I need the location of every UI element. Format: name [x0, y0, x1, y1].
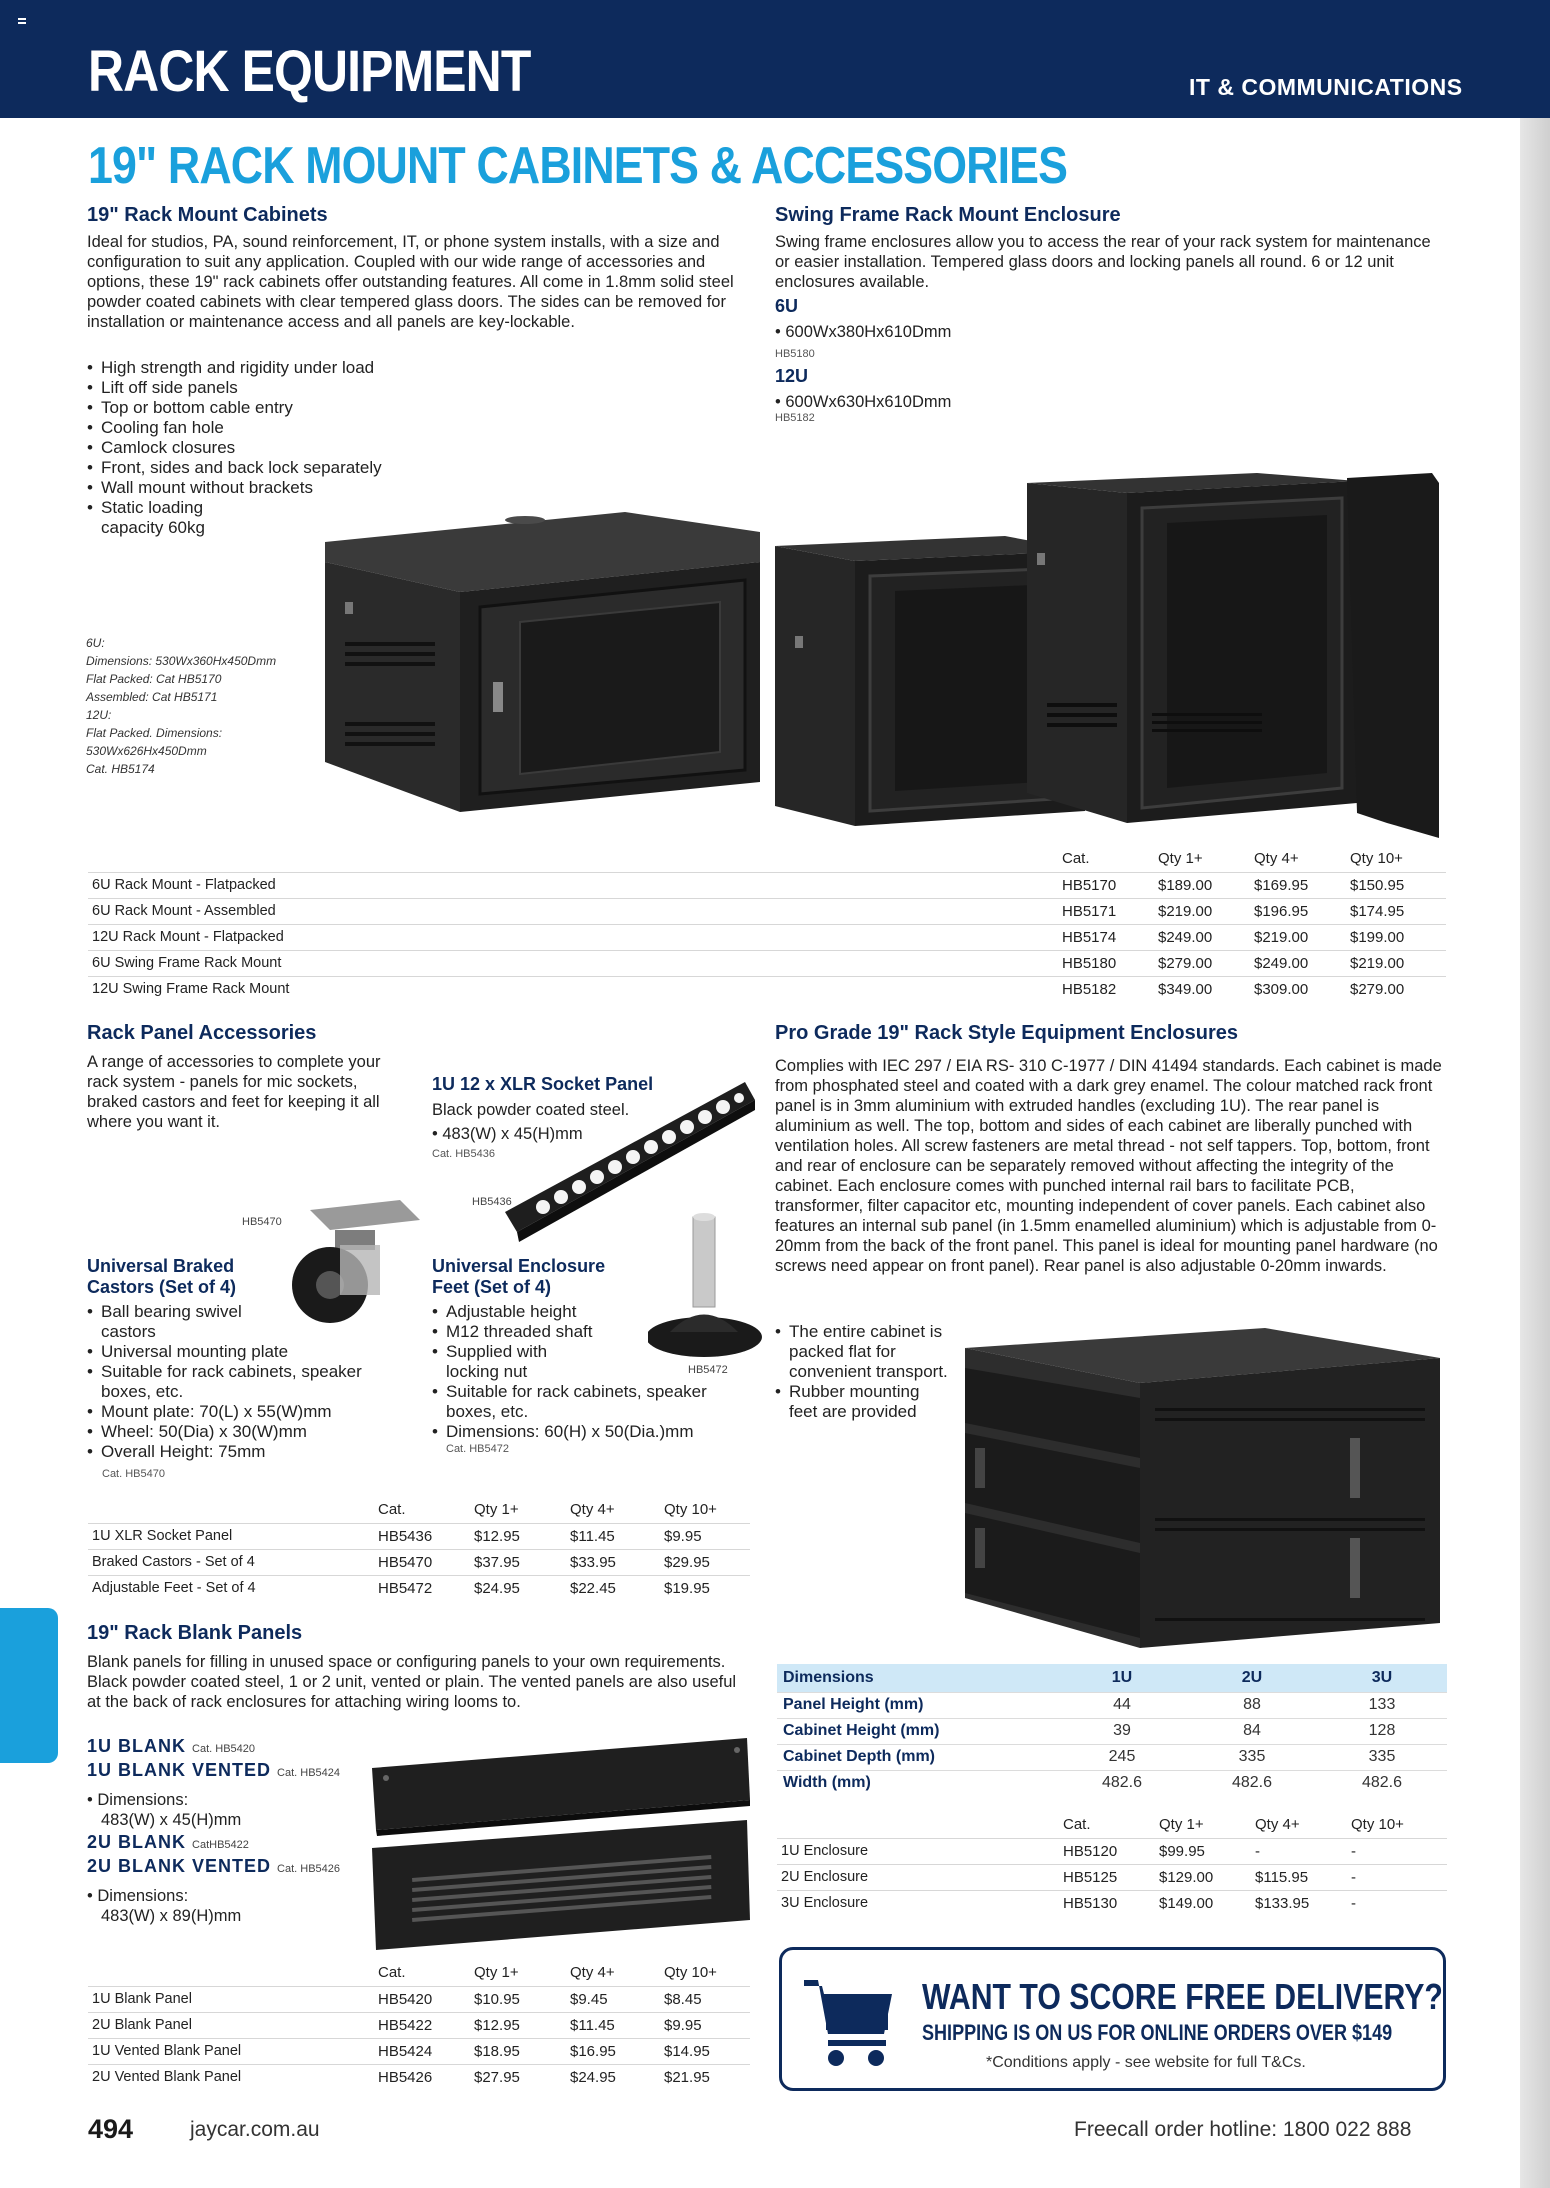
note-line: Flat Packed. Dimensions: [86, 726, 223, 740]
pro-enclosure-image [965, 1328, 1440, 1648]
product-name: 2U Enclosure [777, 1864, 1059, 1890]
price-qty4: $115.95 [1251, 1864, 1347, 1890]
table-row [777, 1838, 1447, 1864]
accessories-price-table [88, 1497, 750, 1601]
table-row [88, 950, 1446, 976]
product-cat: HB5180 [1058, 950, 1154, 976]
variant-1u-blank [87, 1736, 255, 1757]
col-header-cat: Cat. [378, 1964, 406, 1982]
price-qty1: $12.95 [470, 2012, 566, 2038]
price-qty1: $129.00 [1155, 1864, 1251, 1890]
page-heading: 19" RACK MOUNT CABINETS & ACCESSORIES [88, 137, 1068, 195]
table-row [88, 2064, 750, 2090]
product-cat: HB5470 [374, 1549, 470, 1575]
price-qty1: $219.00 [1154, 898, 1250, 924]
feature-item: • Wheel: 50(Dia) x 30(W)mm [87, 1422, 407, 1442]
pro-enclosures-title: Pro Grade 19" Rack Style Equipment Enclosures [775, 1022, 1238, 1044]
feature-item: • Lift off side panels [87, 378, 467, 398]
price-qty1: $10.95 [470, 1986, 566, 2012]
dimension-name: Cabinet Depth (mm) [777, 1744, 1057, 1770]
price-qty1: $249.00 [1154, 924, 1250, 950]
feature-item: • Rubber mounting feet are provided [775, 1382, 950, 1422]
feature-item: • Camlock closures [87, 438, 467, 458]
col-header-cat: Cat. [378, 1501, 406, 1519]
menu-icon[interactable] [18, 18, 26, 24]
feature-item: • Suitable for rack cabinets, speaker boxes, etc. [432, 1382, 714, 1422]
col-header-qty10: Qty 10+ [664, 1964, 717, 1982]
swing-12u-dim-value: 600Wx630Hx610Dmm [785, 393, 952, 411]
dims-2u-value: 483(W) x 89(H)mm [101, 1907, 242, 1925]
price-qty1: $18.95 [470, 2038, 566, 2064]
product-cat: HB5436 [374, 1523, 470, 1549]
price-qty1: $27.95 [470, 2064, 566, 2090]
col-header-qty4: Qty 4+ [570, 1964, 615, 1982]
dimension-name: Cabinet Height (mm) [777, 1718, 1057, 1744]
page-number: 494 [88, 2114, 134, 2144]
product-cat: HB5120 [1059, 1838, 1155, 1864]
variant-cat: Cat. HB5420 [192, 1743, 256, 1755]
price-qty4: $196.95 [1250, 898, 1346, 924]
table-row [777, 1718, 1447, 1744]
product-cat: HB5420 [374, 1986, 470, 2012]
table-row [777, 1744, 1447, 1770]
dimension-2u: 335 [1187, 1744, 1317, 1770]
castor-image-label: HB5470 [242, 1216, 282, 1228]
col-header-name [88, 846, 1058, 872]
price-qty4: $133.95 [1251, 1890, 1347, 1916]
price-qty4: $11.45 [566, 1523, 660, 1549]
feature-item: • Static loading capacity 60kg [87, 498, 227, 538]
product-name: 1U Enclosure [777, 1838, 1059, 1864]
feature-item: • Top or bottom cable entry [87, 398, 467, 418]
price-qty4: $22.45 [566, 1575, 660, 1601]
col-header-2u: 2U [1187, 1664, 1317, 1692]
feature-item: • Ball bearing swivel castors [87, 1302, 277, 1342]
section-tab [0, 1608, 58, 1763]
product-name: Braked Castors - Set of 4 [88, 1549, 374, 1575]
feature-item: • Universal mounting plate [87, 1342, 407, 1362]
price-qty10: $19.95 [660, 1575, 750, 1601]
table-row [777, 1890, 1447, 1916]
feature-item: • High strength and rigidity under load [87, 358, 467, 378]
feet-title-2: Feet (Set of 4) [432, 1277, 552, 1297]
table-row [88, 2012, 750, 2038]
price-qty10: $174.95 [1346, 898, 1446, 924]
variant-cat: Cat. HB5424 [277, 1767, 341, 1779]
section-title: RACK EQUIPMENT [88, 39, 531, 104]
table-row [88, 1549, 750, 1575]
pro-features [775, 1322, 950, 1422]
note-line: 6U: [86, 636, 105, 650]
dims-label: Dimensions: [97, 1887, 189, 1905]
price-qty1: $37.95 [470, 1549, 566, 1575]
dimension-name: Width (mm) [777, 1770, 1057, 1796]
xlr-cat: Cat. HB5436 [432, 1148, 495, 1160]
dimension-1u: 245 [1057, 1744, 1187, 1770]
variant-name: 1U BLANK [87, 1736, 187, 1756]
table-row [88, 2038, 750, 2064]
price-qty4: $33.95 [566, 1549, 660, 1575]
panel-accessories-description: A range of accessories to complete your rack system - panels for mic sockets, braked castors and feet for keeping it all where you want it. [87, 1053, 381, 1131]
feature-item: • Front, sides and back lock separately [87, 458, 467, 478]
price-qty10: $14.95 [660, 2038, 750, 2064]
feature-item: • Adjustable height [432, 1302, 714, 1322]
price-qty10: - [1347, 1890, 1447, 1916]
price-qty1: $349.00 [1154, 976, 1250, 1002]
blank-panels-description: Blank panels for filling in unused space or configuring panels to your own requirements. Black powder coated steel, 1 or 2 unit, vented or plain. The vented panels are also useful at the back of rack enclosures for attaching wiring looms to. [87, 1653, 737, 1711]
col-header-dimensions: Dimensions [777, 1664, 1057, 1692]
wall-cabinet-image [325, 512, 760, 812]
col-header-cat: Cat. [1062, 850, 1090, 868]
col-header-qty10: Qty 10+ [1351, 1816, 1404, 1834]
castors-title-1: Universal Braked [87, 1256, 235, 1276]
feature-item: • Suitable for rack cabinets, speaker boxes, etc. [87, 1362, 407, 1402]
table-row [88, 872, 1446, 898]
price-qty1: $189.00 [1154, 872, 1250, 898]
feet-title-1: Universal Enclosure [432, 1256, 606, 1276]
note-line: 530Wx626Hx450Dmm [86, 744, 207, 758]
col-header-1u: 1U [1057, 1664, 1187, 1692]
table-row [88, 1575, 750, 1601]
product-cat: HB5170 [1058, 872, 1154, 898]
swing-title: Swing Frame Rack Mount Enclosure [775, 204, 1121, 226]
price-qty4: $9.45 [566, 1986, 660, 2012]
product-cat: HB5171 [1058, 898, 1154, 924]
castors-features [87, 1302, 407, 1462]
blank-panel-image [372, 1738, 752, 1958]
table-row [88, 924, 1446, 950]
xlr-description: Black powder coated steel. [432, 1101, 630, 1119]
xlr-image-label: HB5436 [472, 1196, 512, 1208]
col-header-qty10: Qty 10+ [1350, 850, 1403, 868]
dimension-3u: 482.6 [1317, 1770, 1447, 1796]
product-name: 6U Rack Mount - Assembled [88, 898, 1058, 924]
cabinets-price-table [88, 846, 1446, 1002]
castors-title-2: Castors (Set of 4) [87, 1277, 237, 1297]
variant-cat: CatHB5422 [192, 1839, 249, 1851]
castors-cat: Cat. HB5470 [102, 1468, 165, 1480]
xlr-dims: • 483(W) x 45(H)mm [432, 1125, 583, 1143]
product-name: 6U Swing Frame Rack Mount [88, 950, 1058, 976]
price-qty10: $8.45 [660, 1986, 750, 2012]
free-delivery-banner[interactable] [779, 1947, 1446, 2091]
product-cat: HB5426 [374, 2064, 470, 2090]
product-cat: HB5424 [374, 2038, 470, 2064]
price-qty4: $24.95 [566, 2064, 660, 2090]
swing-12u-dims: • 600Wx630Hx610Dmm [775, 393, 952, 411]
dims-label: Dimensions: [97, 1791, 189, 1809]
col-header-qty4: Qty 4+ [1254, 850, 1299, 868]
price-qty10: $21.95 [660, 2064, 750, 2090]
dimension-1u: 482.6 [1057, 1770, 1187, 1796]
variant-name: 2U BLANK VENTED [87, 1856, 272, 1876]
feature-item: • Cooling fan hole [87, 418, 467, 438]
price-qty10: $219.00 [1346, 950, 1446, 976]
price-qty10: $199.00 [1346, 924, 1446, 950]
table-row [777, 1770, 1447, 1796]
page-header [0, 0, 1550, 118]
swing-6u-label: 6U [775, 296, 799, 316]
variant-1u-vented [87, 1760, 340, 1781]
cabinets-description: Ideal for studios, PA, sound reinforcement, IT, or phone system installs, with a size and configuration to suit any application. Coupled with our wide range of accessories and options, these 19" rack cabinets offer outstanding features. All come in 1.8mm solid steel powder coated cabinets with clear tempered glass doors. The sides can be removed for installation or maintenance access and all panels are key-lockable. [87, 233, 734, 331]
dimension-2u: 482.6 [1187, 1770, 1317, 1796]
price-qty10: - [1347, 1838, 1447, 1864]
variant-name: 2U BLANK [87, 1832, 187, 1852]
dims-2u-label: • Dimensions: [87, 1887, 189, 1905]
swing-12u-label: 12U [775, 366, 809, 386]
product-name: 1U Blank Panel [88, 1986, 374, 2012]
product-name: 1U XLR Socket Panel [88, 1523, 374, 1549]
product-name: 1U Vented Blank Panel [88, 2038, 374, 2064]
price-qty4: $169.95 [1250, 872, 1346, 898]
note-line: Cat. HB5174 [86, 762, 155, 776]
cabinets-notes [86, 634, 326, 778]
price-qty4: $249.00 [1250, 950, 1346, 976]
product-cat: HB5182 [1058, 976, 1154, 1002]
col-header-name [88, 1960, 374, 1986]
table-row [777, 1692, 1447, 1718]
col-header-name [777, 1812, 1059, 1838]
xlr-dim-value: 483(W) x 45(H)mm [442, 1125, 583, 1143]
col-header-cat: Cat. [1063, 1816, 1091, 1834]
variant-cat: Cat. HB5426 [277, 1863, 341, 1875]
dimension-3u: 133 [1317, 1692, 1447, 1718]
table-row [88, 1986, 750, 2012]
col-header-qty1: Qty 1+ [1159, 1816, 1204, 1834]
feature-item: • Overall Height: 75mm [87, 1442, 407, 1462]
cabinets-features [87, 358, 467, 538]
panel-accessories-title: Rack Panel Accessories [87, 1022, 317, 1044]
product-cat: HB5125 [1059, 1864, 1155, 1890]
col-header-qty1: Qty 1+ [474, 1964, 519, 1982]
swing-6u-dim-value: 600Wx380Hx610Dmm [785, 323, 952, 341]
price-qty10: $9.95 [660, 2012, 750, 2038]
col-header-qty4: Qty 4+ [1255, 1816, 1300, 1834]
variant-name: 1U BLANK VENTED [87, 1760, 272, 1780]
swing-frame-12u-image [1027, 473, 1439, 838]
variant-2u-vented [87, 1856, 340, 1877]
xlr-title: 1U 12 x XLR Socket Panel [432, 1074, 654, 1094]
product-name: 12U Rack Mount - Flatpacked [88, 924, 1058, 950]
price-qty4: $16.95 [566, 2038, 660, 2064]
price-qty4: $11.45 [566, 2012, 660, 2038]
blank-panels-price-table [88, 1960, 750, 2090]
price-qty10: $9.95 [660, 1523, 750, 1549]
dimension-3u: 335 [1317, 1744, 1447, 1770]
product-name: 6U Rack Mount - Flatpacked [88, 872, 1058, 898]
category-label: IT & COMMUNICATIONS [1189, 74, 1463, 100]
table-row [88, 976, 1446, 1002]
price-qty10: $279.00 [1346, 976, 1446, 1002]
table-row [88, 1523, 750, 1549]
price-qty10: - [1347, 1864, 1447, 1890]
product-cat: HB5130 [1059, 1890, 1155, 1916]
feet-cat: Cat. HB5472 [446, 1443, 509, 1455]
dims-1u-value: 483(W) x 45(H)mm [101, 1811, 242, 1829]
pro-enclosures-description: Complies with IEC 297 / EIA RS- 310 C-1977 / DIN 41494 standards. Each cabinet is made from phosphated steel and coated with a dark grey enamel. The colour matched rack front panel is in 3mm aluminium with extruded handles (excluding 1U). The rear panel is aluminium as well. The top, bottom and sides of each cabinet are liberally punched with ventilation holes. All screw fasteners are metal thread - not self tappers. Top, bottom, front and rear of enclosure can be separately removed without affecting the integrity of the cabinet. Each enclosure comes with punched internal rail bars to facilitate PCB, transformer, filter capacitor etc, mounting independent of cover panels. Each cabinet also features an internal sub panel (in 1.5mm enamelled aluminium) which is adjustable from 0-20mm from the back of the front panel. This panel is ideal for mounting panel hardware (no screws need appear on front panel). Rear panel is also adjustable 0-20mm inwards. [775, 1057, 1442, 1275]
promo-conditions: *Conditions apply - see website for full T&Cs. [986, 2054, 1306, 2071]
swing-description: Swing frame enclosures allow you to access the rear of your rack system for maintenance or easier installation. Tempered glass doors and locking panels all round. 6 or 12 unit enclosures available. [775, 233, 1431, 291]
feet-image-label: HB5472 [688, 1364, 728, 1376]
website-link[interactable]: jaycar.com.au [190, 2118, 320, 2141]
dimension-1u: 44 [1057, 1692, 1187, 1718]
note-line: Flat Packed: Cat HB5170 [86, 672, 222, 686]
dimension-3u: 128 [1317, 1718, 1447, 1744]
note-line: 12U: [86, 708, 112, 722]
price-qty10: $29.95 [660, 1549, 750, 1575]
price-qty1: $99.95 [1155, 1838, 1251, 1864]
product-name: 12U Swing Frame Rack Mount [88, 976, 1058, 1002]
price-qty10: $150.95 [1346, 872, 1446, 898]
variant-2u-blank [87, 1832, 249, 1853]
col-header-3u: 3U [1317, 1664, 1447, 1692]
promo-subline: SHIPPING IS ON US FOR ONLINE ORDERS OVER $149 [922, 2020, 1393, 2045]
feature-item: • Mount plate: 70(L) x 55(W)mm [87, 1402, 407, 1422]
price-qty4: $219.00 [1250, 924, 1346, 950]
product-name: Adjustable Feet - Set of 4 [88, 1575, 374, 1601]
product-name: 2U Vented Blank Panel [88, 2064, 374, 2090]
col-header-name [88, 1497, 374, 1523]
price-qty1: $12.95 [470, 1523, 566, 1549]
enclosures-price-table [777, 1812, 1447, 1916]
feature-item: • Supplied with locking nut [432, 1342, 582, 1382]
note-line: Assembled: Cat HB5171 [86, 690, 218, 704]
product-cat: HB5174 [1058, 924, 1154, 950]
price-qty1: $149.00 [1155, 1890, 1251, 1916]
price-qty1: $279.00 [1154, 950, 1250, 976]
dimension-2u: 84 [1187, 1718, 1317, 1744]
dimension-1u: 39 [1057, 1718, 1187, 1744]
price-qty1: $24.95 [470, 1575, 566, 1601]
feature-item: • Dimensions: 60(H) x 50(Dia.)mm [432, 1422, 714, 1442]
note-line: Dimensions: 530Wx360Hx450Dmm [86, 654, 277, 668]
hotline-text: Freecall order hotline: 1800 022 888 [1074, 2118, 1412, 2141]
dimension-2u: 88 [1187, 1692, 1317, 1718]
feature-item: • Wall mount without brackets [87, 478, 467, 498]
swing-6u-dims: • 600Wx380Hx610Dmm [775, 323, 952, 341]
feature-item: • M12 threaded shaft [432, 1322, 714, 1342]
price-qty4: $309.00 [1250, 976, 1346, 1002]
dimension-name: Panel Height (mm) [777, 1692, 1057, 1718]
col-header-qty4: Qty 4+ [570, 1501, 615, 1519]
feature-item: • The entire cabinet is packed flat for convenient transport. [775, 1322, 950, 1382]
col-header-qty1: Qty 1+ [1158, 850, 1203, 868]
product-cat: HB5472 [374, 1575, 470, 1601]
swing-12u-cat: HB5182 [775, 412, 815, 424]
dims-1u-label: • Dimensions: [87, 1791, 189, 1809]
enclosure-foot-image [648, 1212, 768, 1362]
promo-headline: WANT TO SCORE FREE DELIVERY? [922, 1976, 1443, 2017]
col-header-qty1: Qty 1+ [474, 1501, 519, 1519]
shopping-cart-icon [804, 1972, 894, 2068]
table-row [777, 1864, 1447, 1890]
dimensions-table [777, 1664, 1447, 1796]
product-cat: HB5422 [374, 2012, 470, 2038]
table-row [88, 898, 1446, 924]
cabinets-title: 19" Rack Mount Cabinets [87, 204, 328, 226]
product-name: 2U Blank Panel [88, 2012, 374, 2038]
blank-panels-title: 19" Rack Blank Panels [87, 1622, 303, 1644]
page-edge [1520, 118, 1550, 2188]
product-name: 3U Enclosure [777, 1890, 1059, 1916]
price-qty4: - [1251, 1838, 1347, 1864]
swing-6u-cat: HB5180 [775, 348, 815, 360]
col-header-qty10: Qty 10+ [664, 1501, 717, 1519]
